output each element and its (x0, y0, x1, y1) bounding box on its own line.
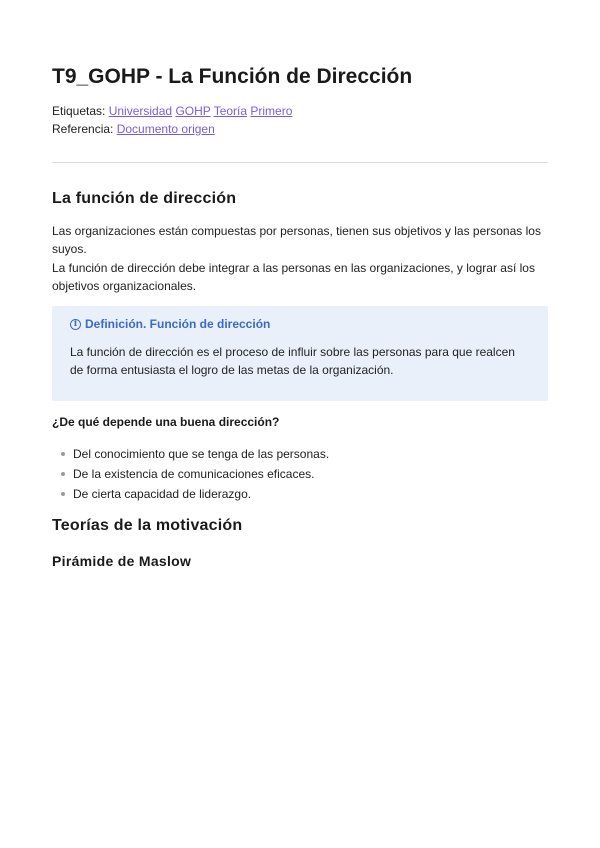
paragraph-funcion-direccion: La función de dirección debe integrar a las personas en las organizaciones, y lograr así los objetivos organizacionales. (52, 261, 535, 293)
callout-header (70, 315, 530, 333)
list-item (52, 484, 329, 504)
list-item-text: Del conocimiento que se tenga de las personas. (73, 447, 330, 461)
page-title: T9_GOHP - La Función de Dirección (52, 65, 413, 88)
bullet-dot (61, 452, 65, 456)
tag-link-gohp[interactable]: GOHP (175, 104, 211, 118)
list-item-text: De la existencia de comunicaciones eficaces. (73, 467, 315, 481)
tag-link-teoria[interactable]: Teoría (213, 104, 248, 118)
question-heading: ¿De qué depende una buena dirección? (52, 415, 280, 429)
list-item (52, 444, 329, 464)
callout-title: Definición. Función de dirección (85, 317, 271, 331)
callout-body: La función de dirección es el proceso de influir sobre las personas para que realcen de forma entusiasta el logro de las metas de la organización. (70, 345, 515, 377)
subsection-heading-maslow: Pirámide de Maslow (52, 553, 192, 569)
reference-link[interactable]: Documento origen (116, 122, 215, 136)
reference-row (52, 121, 215, 137)
list-item (52, 464, 329, 484)
section-heading-direccion: La función de dirección (52, 190, 237, 207)
tag-link-primero[interactable]: Primero (250, 104, 293, 118)
bullet-dot (61, 472, 65, 476)
tags-row (52, 103, 292, 119)
section-heading-motivacion: Teorías de la motivación (52, 517, 243, 534)
list-item-text: De cierta capacidad de liderazgo. (73, 487, 252, 501)
reference-label: Referencia: (52, 122, 114, 136)
bullet-list (52, 444, 329, 504)
bullet-dot (61, 492, 65, 496)
definition-callout (52, 306, 548, 401)
paragraph-organizaciones: Las organizaciones están compuestas por personas, tienen sus objetivos y las personas los suyos. (52, 224, 541, 256)
header-divider (52, 162, 548, 163)
tags-label: Etiquetas: (52, 104, 106, 118)
tag-link-universidad[interactable]: Universidad (108, 104, 173, 118)
info-icon: i (70, 319, 81, 330)
